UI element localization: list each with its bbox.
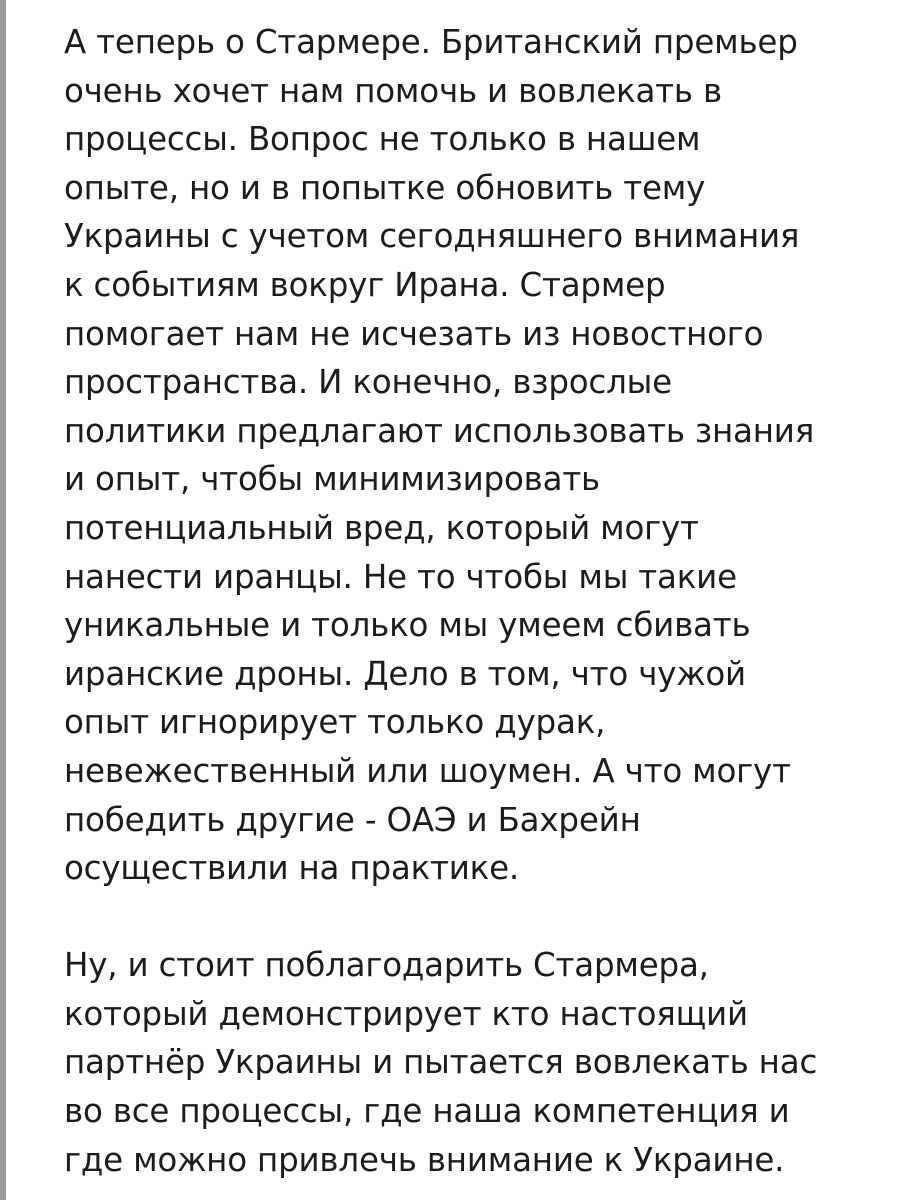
message-body <box>64 18 854 1184</box>
paragraph-1-line-14: иранские дроны. Дело в том, что чужой <box>64 654 746 693</box>
paragraph-1-line-17: победить другие - ОАЭ и Бахрейн <box>64 800 641 839</box>
paragraph-1-line-8: пространства. И конечно, взрослые <box>64 363 672 402</box>
paragraph-2-line-1: Ну, и стоит поблагодарить Стармера, <box>64 946 709 985</box>
paragraph-2-line-3: партнёр Украины и пытается вовлекать нас <box>64 1043 818 1082</box>
paragraph-1-line-7: помогает нам не исчезать из новостного <box>64 314 764 353</box>
paragraph-1-line-16: невежественный или шоумен. А что могут <box>64 751 791 790</box>
paragraph-1-line-10: и опыт, чтобы минимизировать <box>64 460 601 499</box>
paragraph-1 <box>64 18 854 893</box>
paragraph-1-line-1: А теперь о Стармере. Британский премьер <box>64 23 798 61</box>
paragraph-1-line-6: к событиям вокруг Ирана. Стармер <box>64 265 666 304</box>
paragraph-2-line-4: во все процессы, где наша компетенция и <box>64 1092 790 1131</box>
paragraph-1-line-4: опыте, но и в попытке обновить тему <box>64 168 706 207</box>
paragraph-1-line-3: процессы. Вопрос не только в нашем <box>64 120 701 159</box>
left-quote-bar <box>0 0 6 1200</box>
paragraph-1-line-9: политики предлагают использовать знания <box>64 411 815 450</box>
paragraph-1-line-2: очень хочет нам помочь и вовлекать в <box>64 71 722 110</box>
paragraph-2-line-2: который демонстрирует кто настоящий <box>64 994 748 1033</box>
paragraph-1-line-18: осуществили на практике. <box>64 849 520 888</box>
paragraph-1-line-12: нанести иранцы. Не то чтобы мы такие <box>64 557 737 596</box>
paragraph-1-line-13: уникальные и только мы умеем сбивать <box>64 606 751 645</box>
paragraph-2-line-5: где можно привлечь внимание к Украине. <box>64 1140 785 1179</box>
paragraph-1-line-15: опыт игнорирует только дурак, <box>64 703 606 742</box>
paragraph-1-line-5: Украины с учетом сегодняшнего внимания <box>64 217 800 256</box>
paragraph-2 <box>64 941 854 1184</box>
paragraph-1-line-11: потенциальный вред, который могут <box>64 508 699 547</box>
